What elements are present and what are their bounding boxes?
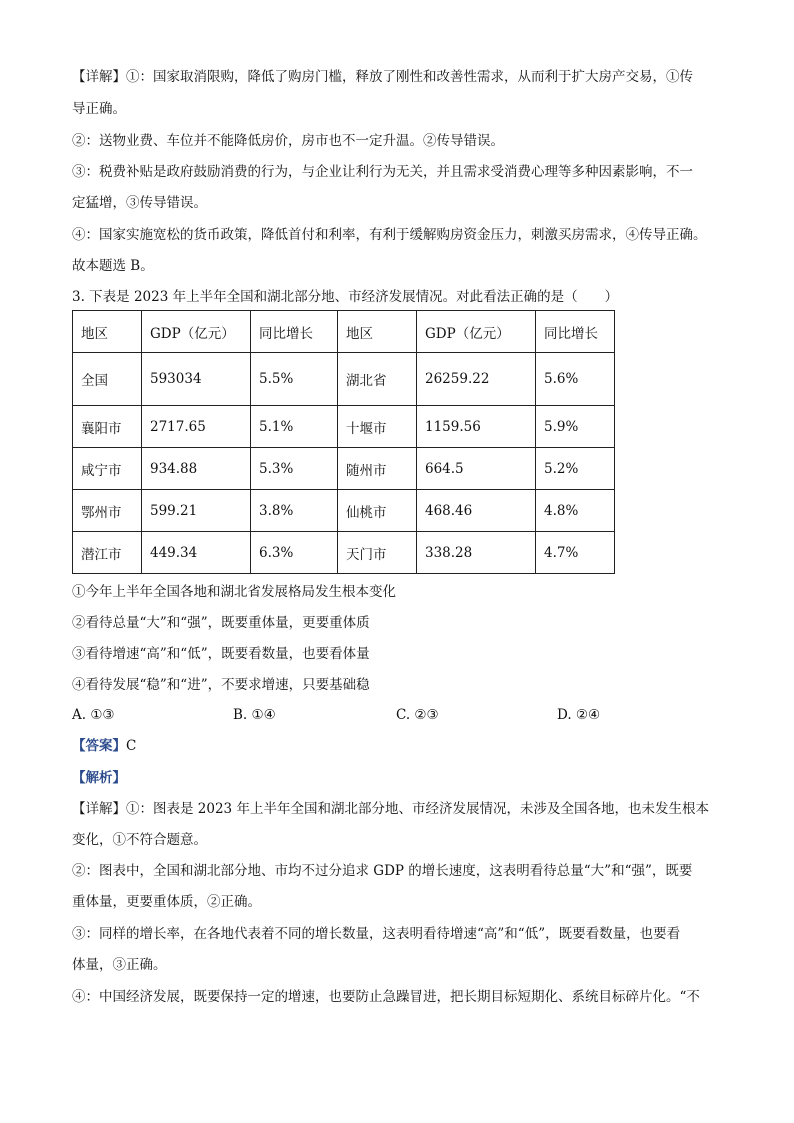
table-header-cell: 地区 [338, 311, 417, 353]
explanation-line: 导正确。 [72, 101, 126, 117]
explanation-line: ②：送物业费、车位并不能降低房价，房市也不一定升温。②传导错误。 [72, 133, 504, 149]
table-cell: 随州市 [338, 448, 417, 490]
statement-3: ③看待增速“高”和“低”，既要看数量，也要看体量 [72, 646, 370, 662]
table-cell: 仙桃市 [338, 490, 417, 532]
explanation-line: 定猛增，③传导错误。 [72, 195, 207, 211]
table-cell: 5.5% [251, 353, 338, 406]
table-cell: 4.7% [536, 532, 615, 574]
option-d: D. ②④ [557, 707, 601, 723]
answer-label: 【答案】 [72, 738, 126, 754]
explanation-line: 故本题选 B。 [72, 258, 154, 274]
question-stem: 3. 下表是 2023 年上半年全国和湖北部分地、市经济发展情况。对此看法正确的是（ ） [72, 289, 619, 305]
table-header-cell: GDP（亿元） [417, 311, 536, 353]
statement-4: ④看待发展“稳”和“进”，不要求增速，只要基础稳 [72, 677, 370, 693]
table-cell: 5.1% [251, 406, 338, 448]
table-cell: 天门市 [338, 532, 417, 574]
table-cell: 593034 [142, 353, 251, 406]
table-header-cell: 同比增长 [251, 311, 338, 353]
statement-2: ②看待总量“大”和“强”，既要重体量，更要重体质 [72, 615, 370, 631]
detail-line: ③：同样的增长率，在各地代表着不同的增长数量，这表明看待增速“高”和“低”，既要看数量，也要看 [72, 926, 681, 942]
explanation-line: ③：税费补贴是政府鼓励消费的行为，与企业让利行为无关，并且需求受消费心理等多种因素影响，不一 [72, 164, 693, 180]
option-a: A. ①③ [72, 707, 115, 723]
analysis-label: 【解析】 [72, 770, 126, 786]
table-cell: 襄阳市 [73, 406, 142, 448]
gdp-table [72, 310, 615, 574]
detail-line: 变化，①不符合题意。 [72, 832, 207, 848]
table-cell: 5.3% [251, 448, 338, 490]
table-cell: 十堰市 [338, 406, 417, 448]
table-cell: 5.6% [536, 353, 615, 406]
detail-line: ②：图表中，全国和湖北部分地、市均不过分追求 GDP 的增长速度，这表明看待总量“大”和“强”，既要 [72, 863, 693, 879]
statement-1: ①今年上半年全国各地和湖北省发展格局发生根本变化 [72, 584, 396, 600]
table-header-row [73, 311, 615, 353]
table-cell: 5.9% [536, 406, 615, 448]
table-row [73, 353, 615, 406]
table-cell: 4.8% [536, 490, 615, 532]
detail-line: 体量，③正确。 [72, 957, 167, 973]
table-row [73, 490, 615, 532]
table-row [73, 532, 615, 574]
table-cell: 潜江市 [73, 532, 142, 574]
table-cell: 5.2% [536, 448, 615, 490]
option-c: C. ②③ [396, 707, 439, 723]
table-cell: 咸宁市 [73, 448, 142, 490]
detail-line: 重体量，更要重体质，②正确。 [72, 894, 261, 910]
table-cell: 26259.22 [417, 353, 536, 406]
detail-line: 【详解】①：图表是 2023 年上半年全国和湖北部分地、市经济发展情况，未涉及全国各地，也未发生根本 [72, 801, 709, 817]
detail-line: ④：中国经济发展，既要保持一定的增速，也要防止急躁冒进，把长期目标短期化、系统目标碎片化。“不 [72, 989, 700, 1005]
table-header-cell: 地区 [73, 311, 142, 353]
table-cell: 6.3% [251, 532, 338, 574]
option-b: B. ①④ [233, 707, 276, 723]
table-cell: 鄂州市 [73, 490, 142, 532]
table-cell: 2717.65 [142, 406, 251, 448]
table-row [73, 406, 615, 448]
table-cell: 3.8% [251, 490, 338, 532]
table-cell: 934.88 [142, 448, 251, 490]
answer-value: C [126, 738, 137, 754]
answer-line [72, 736, 136, 756]
table-cell: 湖北省 [338, 353, 417, 406]
table-row [73, 448, 615, 490]
table-cell: 338.28 [417, 532, 536, 574]
table-header-cell: GDP（亿元） [142, 311, 251, 353]
table-cell: 468.46 [417, 490, 536, 532]
explanation-line: ④：国家实施宽松的货币政策，降低首付和利率，有利于缓解购房资金压力，刺激买房需求，④传导正确。 [72, 227, 707, 243]
table-cell: 449.34 [142, 532, 251, 574]
table-cell: 全国 [73, 353, 142, 406]
table-cell: 664.5 [417, 448, 536, 490]
explanation-line: 【详解】①：国家取消限购，降低了购房门槛，释放了刚性和改善性需求，从而利于扩大房产交易，①传 [72, 69, 693, 85]
table-header-cell: 同比增长 [536, 311, 615, 353]
table-cell: 1159.56 [417, 406, 536, 448]
table-cell: 599.21 [142, 490, 251, 532]
